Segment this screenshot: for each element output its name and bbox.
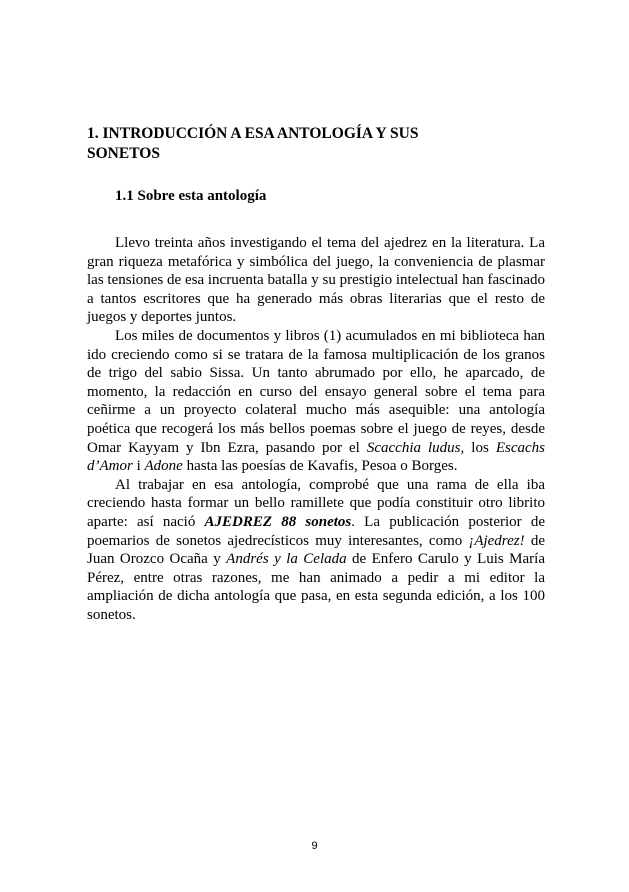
paragraph-3-part-d: de Enfero Carulo y Luis María Pérez, entre otras razones, me han animado a pedir a mi editor la ampliación de dicha antología que pasa, en esta segunda edición, a los 100 sonetos.: [87, 551, 545, 623]
title-escachs-damor: Escachs d’Amor: [87, 439, 545, 475]
title-adone: Adone: [144, 458, 183, 475]
section-title: 1.1 Sobre esta antología: [115, 188, 267, 204]
paragraph-1: Llevo treinta años investigando el tema del ajedrez en la literatura. La gran riqueza metafórica y simbólica del juego, la conveniencia de plasmar las tensiones de esa incruenta batalla y su prestigio intelectual han fascinado a tantos escritores que ha generado más obras literarias que el resto de juegos y deportes juntos.: [87, 235, 545, 326]
paragraph-2-part-a: Los miles de documentos y libros (1) acumulados en mi biblioteca han ido creciendo como si se tratara de la famosa multiplicación de los granos de trigo del sabio Sissa. Un tanto abrumado por ello, he aparcado, de momento, la redacción en curso del ensayo general sobre el tema para ceñirme a un proyecto colateral mucho más asequible: una antología poética que recogerá los más bellos poemas sobre el juego de reyes, desde Omar Kayyam y Ibn Ezra, pasando por el: [87, 327, 545, 456]
paragraph-3: [87, 476, 545, 625]
chapter-title: [87, 124, 545, 164]
chapter-title-line2: SONETOS: [87, 145, 160, 162]
title-andres-y-la-celada: Andrés y la Celada: [226, 551, 347, 568]
paragraph-2-part-b: , los: [460, 439, 496, 456]
paragraph-3-part-b: . La publicación posterior de poemarios de sonetos ajedrecísticos muy interesantes, como: [87, 513, 546, 549]
title-ajedrez: ¡Ajedrez!: [468, 532, 525, 549]
paragraph-2-part-d: hasta las poesías de Kavafis, Pesoa o Borges.: [182, 458, 458, 475]
chapter-title-line1: 1. INTRODUCCIÓN A ESA ANTOLOGÍA Y SUS: [87, 125, 419, 142]
title-ajedrez-88-sonetos: AJEDREZ 88 sonetos: [204, 513, 352, 530]
body-text: [87, 234, 545, 624]
page-number: 9: [311, 840, 318, 852]
paragraph-3-part-c: de Juan Orozco Ocaña y: [87, 532, 545, 568]
paragraph-2: [87, 327, 545, 476]
page-content: [87, 124, 545, 624]
title-scacchia-ludus: Scacchia ludus: [366, 439, 461, 456]
paragraph-3-part-a: Al trabajar en esa antología, comprobé que una rama de ella iba creciendo hasta formar un bello ramillete que podía constituir otro librito aparte: así nació: [87, 476, 545, 530]
paragraph-2-part-c: i: [132, 458, 145, 475]
